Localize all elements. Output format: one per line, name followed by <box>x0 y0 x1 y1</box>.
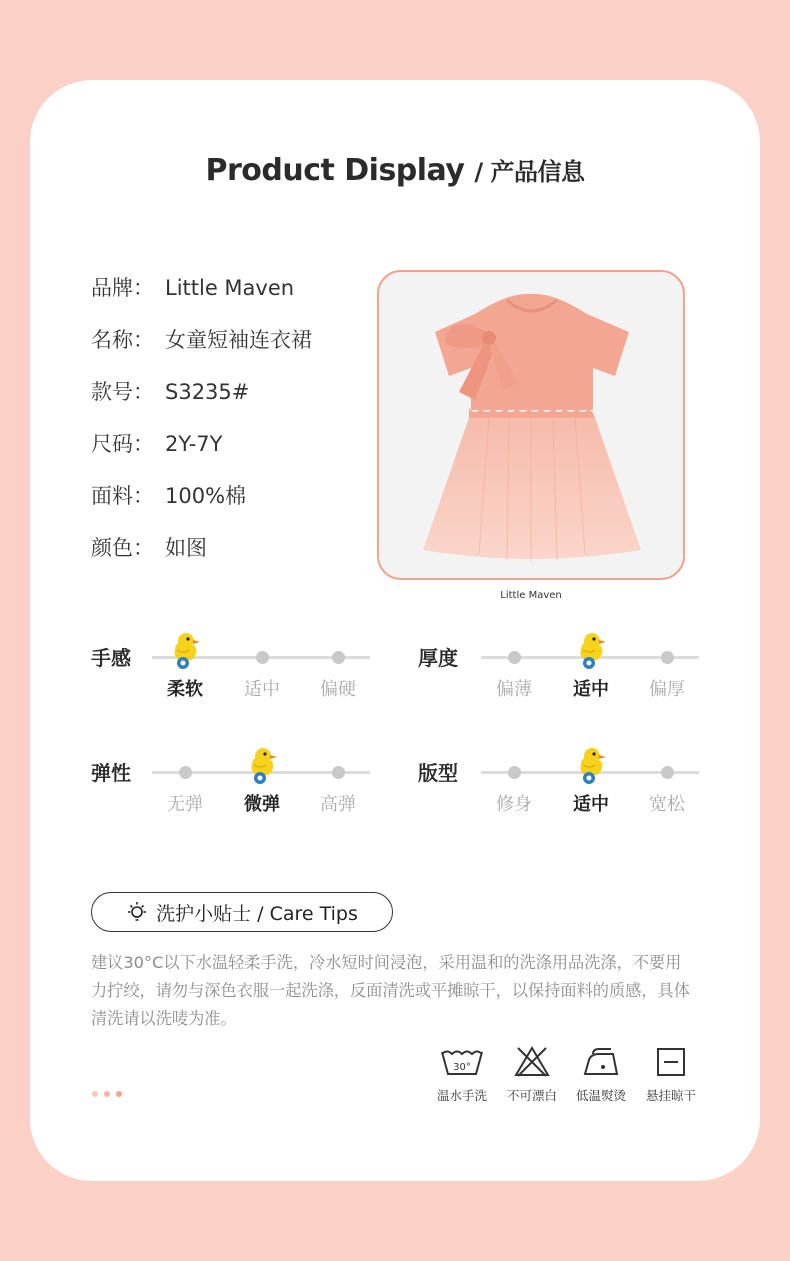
scale-label: 弹性 <box>91 761 131 785</box>
spec-value: 如图 <box>165 536 207 560</box>
care-label: 悬挂晾干 <box>645 1088 696 1103</box>
spec-key: 尺码： <box>91 432 154 456</box>
care-item-low-iron <box>566 1046 636 1104</box>
care-item-no-bleach <box>497 1046 567 1104</box>
no-bleach-icon <box>514 1046 550 1078</box>
care-label: 不可漂白 <box>506 1088 557 1103</box>
spec-value: 100%棉 <box>165 484 247 508</box>
spec-row-name <box>91 324 312 376</box>
scale-option: 宽松 <box>649 794 685 815</box>
duck-marker-icon <box>246 747 280 789</box>
wash-temp: 30° <box>453 1062 471 1073</box>
duck-marker-icon <box>575 632 609 674</box>
care-line: 清洗请以洗唛为准。 <box>91 1009 237 1028</box>
care-instructions <box>91 949 701 1033</box>
spec-value: Little Maven <box>165 276 295 300</box>
scale-dot <box>508 766 521 779</box>
dress-illustration <box>379 272 683 578</box>
care-tips-pill <box>91 892 393 932</box>
spec-key: 品牌： <box>91 276 154 300</box>
product-photo <box>377 270 685 580</box>
care-line: 力拧绞，请勿与深色衣服一起洗涤，反面清洗或平摊晾干，以保持面料的质感，具体 <box>91 981 690 1000</box>
scale-option: 微弹 <box>244 794 280 815</box>
scale-label: 版型 <box>418 761 458 785</box>
spec-row-color <box>91 532 312 584</box>
scale-option: 偏厚 <box>649 679 685 700</box>
scale-option: 适中 <box>573 794 609 815</box>
page-title <box>0 152 790 188</box>
scale-dot <box>661 651 674 664</box>
spec-row-fabric <box>91 480 312 532</box>
spec-value: S3235# <box>165 380 250 404</box>
photo-caption: Little Maven <box>500 590 562 601</box>
duck-marker-icon <box>169 632 203 674</box>
spec-key: 颜色： <box>91 536 154 560</box>
scale-dot <box>332 766 345 779</box>
scale-option: 适中 <box>244 679 280 700</box>
spec-value: 女童短袖连衣裙 <box>165 328 312 352</box>
spec-value: 2Y-7Y <box>165 432 223 456</box>
scale-label: 手感 <box>91 646 131 670</box>
spec-row-style <box>91 376 312 428</box>
duck-marker-icon <box>575 747 609 789</box>
spec-key: 款号： <box>91 380 154 404</box>
spec-row-brand <box>91 272 312 324</box>
care-label: 低温熨烫 <box>575 1088 626 1103</box>
scale-option: 无弹 <box>167 794 203 815</box>
care-tips-label: 洗护小贴士 / Care Tips <box>156 902 358 925</box>
scale-option: 偏硬 <box>320 679 356 700</box>
care-line: 建议30°C以下水温轻柔手洗，冷水短时间浸泡，采用温和的洗涤用品洗涤，不要用 <box>91 953 682 972</box>
scale-option: 偏薄 <box>496 679 532 700</box>
lightbulb-icon <box>126 901 148 923</box>
scale-dot <box>256 651 269 664</box>
scale-dot <box>179 766 192 779</box>
spec-key: 名称： <box>91 328 154 352</box>
care-label: 温水手洗 <box>436 1088 487 1103</box>
title-cn: / 产品信息 <box>474 158 585 186</box>
spec-row-size <box>91 428 312 480</box>
scale-option: 修身 <box>496 794 532 815</box>
spec-list <box>91 272 312 584</box>
scale-option: 适中 <box>573 679 609 700</box>
care-item-line-dry <box>636 1046 706 1104</box>
spec-key: 面料： <box>91 484 154 508</box>
title-en: Product Display <box>205 153 465 188</box>
decor-dots <box>92 1091 122 1097</box>
scale-dot <box>508 651 521 664</box>
scale-label: 厚度 <box>418 646 458 670</box>
line-dry-icon <box>655 1046 687 1078</box>
scale-option: 高弹 <box>320 794 356 815</box>
care-item-hand-wash <box>427 1046 497 1104</box>
low-iron-icon <box>581 1046 621 1078</box>
scale-option: 柔软 <box>167 679 203 700</box>
scale-dot <box>332 651 345 664</box>
scale-dot <box>661 766 674 779</box>
hand-wash-30-icon <box>440 1046 484 1078</box>
